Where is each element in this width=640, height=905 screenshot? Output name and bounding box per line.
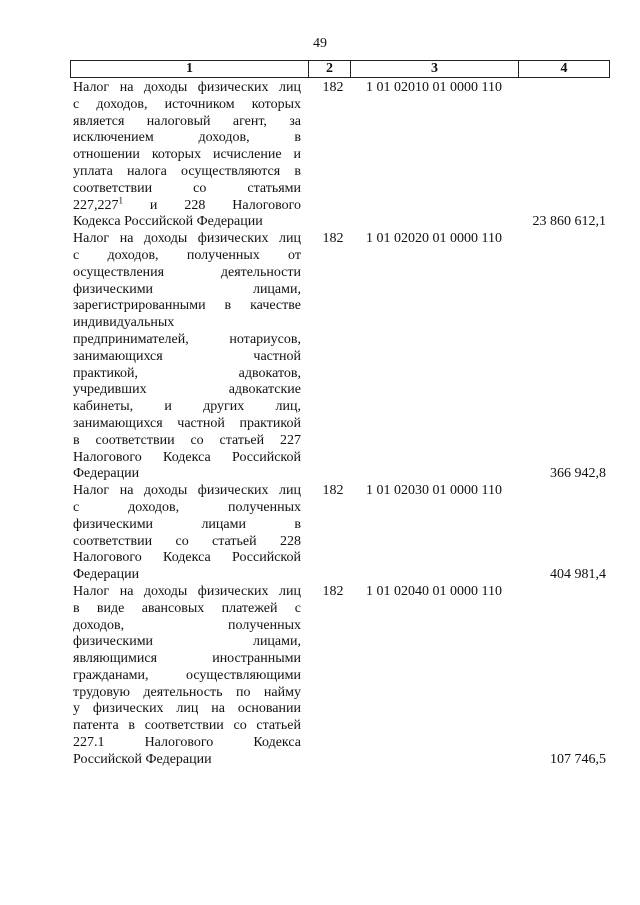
- budget-code: 1 01 02040 01 0000 110: [366, 583, 502, 599]
- tax-name-line: практикой, адвокатов,: [73, 365, 301, 381]
- tax-name-line: занимающихся частной практикой: [73, 415, 301, 431]
- footnote-mark: 1: [118, 194, 123, 205]
- tax-name-line: Налогового Кодекса Российской: [73, 550, 301, 566]
- amount: 107 746,5: [550, 751, 606, 767]
- tax-name-line: осуществления деятельности: [73, 264, 301, 280]
- table-row: [70, 584, 610, 769]
- tax-name-line: патента в соответствии со статьей: [73, 718, 301, 734]
- table-row: [70, 231, 610, 483]
- amount: 404 981,4: [550, 567, 606, 583]
- tax-name-line: индивидуальных: [73, 315, 175, 331]
- tax-name: [70, 80, 301, 231]
- amount: 23 860 612,1: [532, 214, 606, 230]
- tax-name-line: Налог на доходы физических лиц: [73, 483, 301, 499]
- tax-name-line: 227,227$^1$ и 228 Налогового: [73, 194, 301, 213]
- tax-name-line: гражданами, осуществляющими: [73, 667, 301, 683]
- tax-name-line: с доходов, полученных: [73, 499, 301, 515]
- header-col-2: 2: [309, 61, 351, 77]
- budget-code: 1 01 02020 01 0000 110: [366, 231, 502, 247]
- tax-name-line: являющимися иностранными: [73, 651, 301, 667]
- table-row: [70, 80, 610, 231]
- tax-name-line: физическими лицами,: [73, 281, 301, 297]
- tax-name-line: в соответствии со статьей 227: [73, 432, 301, 448]
- tax-name: [70, 483, 301, 584]
- tax-name-line: Налог на доходы физических лиц: [73, 583, 301, 599]
- tax-name-line: Федерации: [73, 567, 140, 583]
- budget-code: 1 01 02030 01 0000 110: [366, 483, 502, 499]
- tax-name-line: учредивших адвокатские: [73, 382, 301, 398]
- tax-name-line: физическими лицами,: [73, 634, 301, 650]
- tax-name-line: Российской Федерации: [73, 751, 212, 767]
- tax-name-line: является налоговый агент, за: [73, 113, 301, 129]
- tax-name-line: у физических лиц на основании: [73, 701, 301, 717]
- tax-name-line: с доходов, полученных от: [73, 247, 301, 263]
- table-row: [70, 483, 610, 584]
- tax-name-line: уплата налога осуществляются в: [73, 163, 301, 179]
- header-col-1: 1: [71, 61, 309, 77]
- tax-name: [70, 231, 301, 483]
- tax-name-line: в виде авансовых платежей с: [73, 600, 301, 616]
- admin-code: 182: [322, 483, 344, 499]
- tax-name-line: 227.1 Налогового Кодекса: [73, 735, 301, 751]
- tax-name-line: Федерации: [73, 466, 140, 482]
- tax-name-line: Налог на доходы физических лиц: [73, 80, 301, 95]
- tax-name-line: соответствии со статьей 228: [73, 533, 301, 549]
- admin-code: 182: [322, 231, 344, 247]
- header-col-3: 3: [351, 61, 519, 77]
- budget-code: 1 01 02010 01 0000 110: [366, 80, 502, 95]
- tax-name-line: исключением доходов, в: [73, 130, 301, 146]
- tax-name-line: физическими лицами в: [73, 516, 301, 532]
- table-header: [70, 60, 610, 78]
- tax-name-line: соответствии со статьями: [73, 180, 301, 196]
- tax-name-line: занимающихся частной: [73, 348, 301, 364]
- tax-name-line: с доходов, источником которых: [73, 96, 301, 112]
- tax-name-line: предпринимателей, нотариусов,: [73, 331, 301, 347]
- tax-name-line: доходов, полученных: [73, 617, 301, 633]
- page-number: 49: [313, 36, 327, 51]
- tax-name-line: отношении которых исчисление и: [73, 147, 301, 163]
- admin-code: 182: [322, 80, 344, 95]
- tax-name-line: кабинеты, и других лиц,: [73, 399, 301, 415]
- table-body: [70, 80, 610, 769]
- tax-name-line: трудовую деятельность по найму: [73, 684, 301, 700]
- admin-code: 182: [322, 583, 344, 599]
- tax-name-line: Налог на доходы физических лиц: [73, 231, 301, 247]
- tax-name-line: Кодекса Российской Федерации: [73, 214, 263, 230]
- amount: 366 942,8: [550, 466, 606, 482]
- header-col-4: 4: [560, 61, 568, 76]
- tax-name-line: Налогового Кодекса Российской: [73, 449, 301, 465]
- tax-name: [70, 584, 301, 769]
- tax-name-line: зарегистрированными в качестве: [73, 298, 301, 314]
